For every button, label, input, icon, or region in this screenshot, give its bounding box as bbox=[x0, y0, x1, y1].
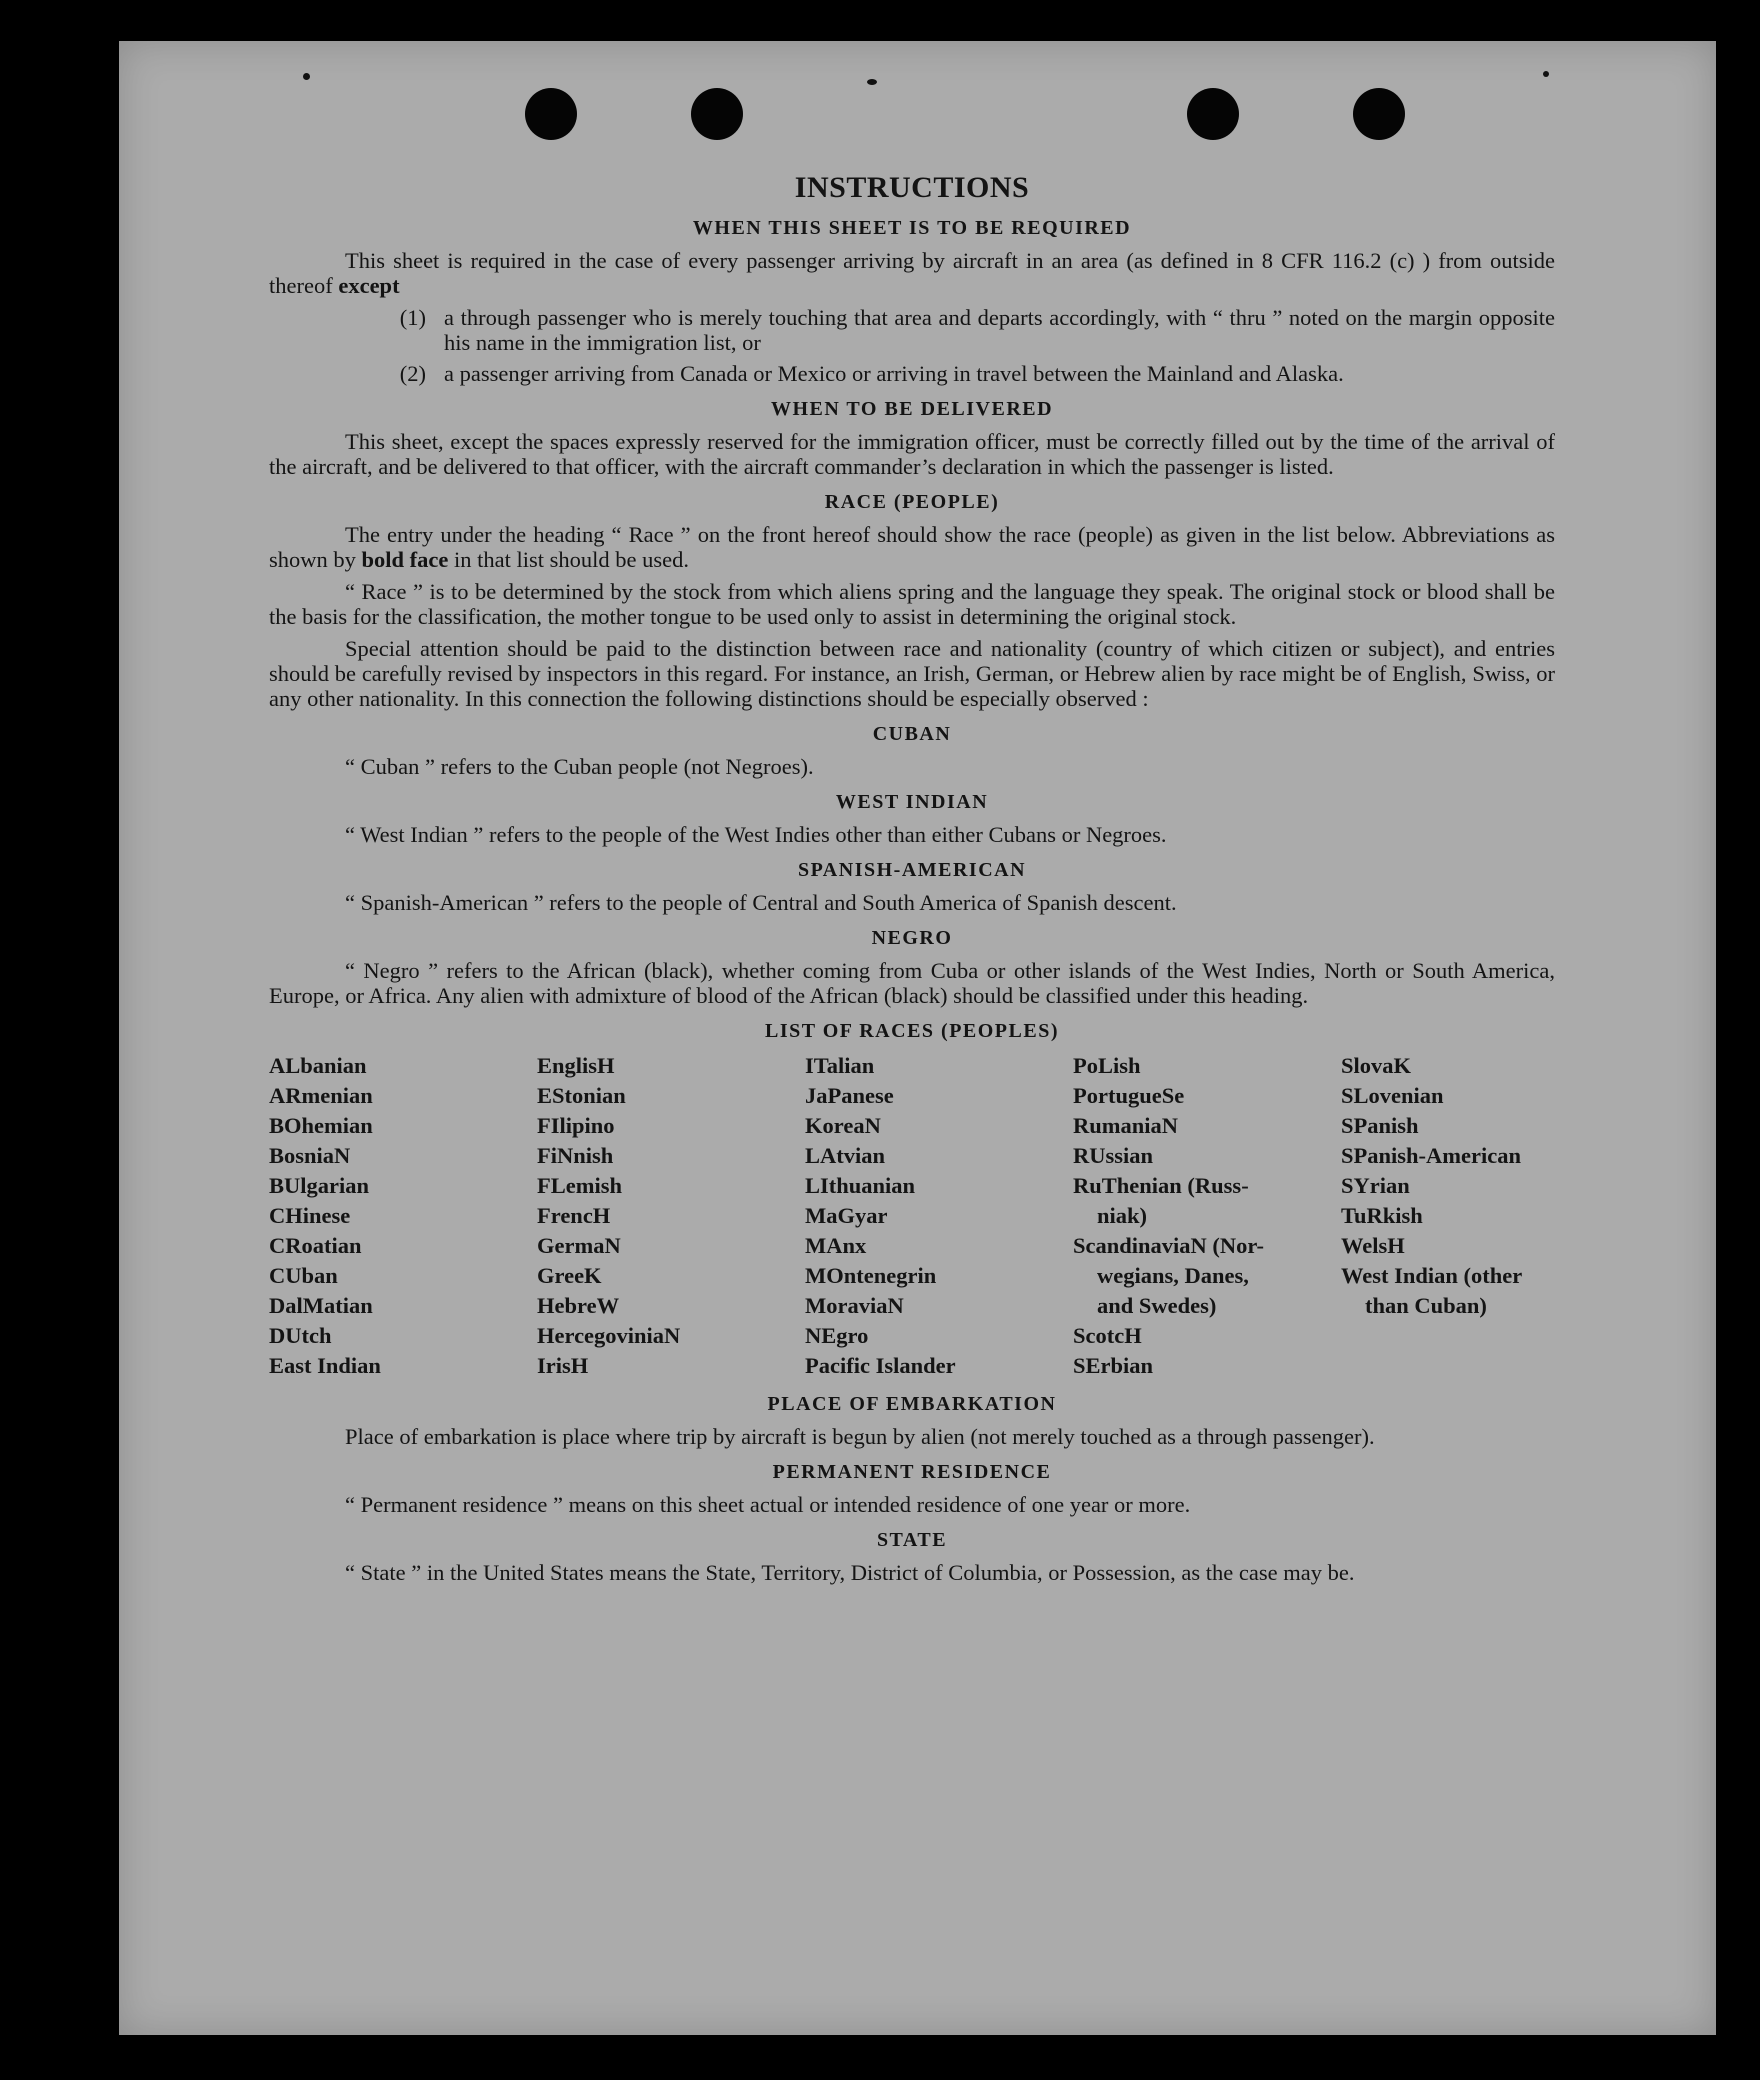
race-p1-text: The entry under the heading “ Race ” on the front hereof should show the race (people) as given in the list below. Abbreviations as shown by bbox=[269, 522, 1555, 572]
race-entry: EStonian bbox=[537, 1083, 626, 1108]
punch-hole bbox=[1353, 88, 1405, 140]
race-entry: HercegoviniaN bbox=[537, 1323, 681, 1348]
race-paragraph-1 bbox=[269, 522, 1555, 572]
race-entry: FiNnish bbox=[537, 1143, 614, 1168]
race-entry: KoreaN bbox=[805, 1113, 881, 1138]
race-column bbox=[269, 1051, 537, 1381]
race-entry: GreeK bbox=[537, 1263, 602, 1288]
negro-text: “ Negro ” refers to the African (black), whether coming from Cuba or other islands of the West Indies, North or South America, Europe, or Africa. Any alien with admixture of blood of the African (black) should be classified under this heading. bbox=[269, 958, 1555, 1008]
section-heading-race-list: LIST OF RACES (PEOPLES) bbox=[764, 1020, 1059, 1042]
section-heading-state: STATE bbox=[876, 1529, 948, 1551]
race-paragraph-3: Special attention should be paid to the distinction between race and nationality (country of which citizen or subject), and entries should be carefully revised by inspectors in this regard. For instance, an Irish, German, or Hebrew alien by race might be of English, Swiss, or any other nationality. In this connection the following distinctions should be especially observed : bbox=[269, 636, 1555, 711]
race-entry: BOhemian bbox=[269, 1113, 373, 1138]
required-intro-text: This sheet is required in the case of every passenger arriving by aircraft in an area (as defined in 8 CFR 116.2 (c) ) from outside thereof bbox=[269, 248, 1555, 298]
race-entry: ScotcH bbox=[1073, 1323, 1142, 1348]
race-entry: MaGyar bbox=[805, 1203, 888, 1228]
race-entry: WelsH bbox=[1341, 1233, 1405, 1258]
paper-speck bbox=[303, 73, 310, 80]
paper-speck bbox=[1543, 71, 1549, 77]
race-entry-continued: than Cuban) bbox=[1365, 1293, 1487, 1318]
race-column bbox=[805, 1051, 1073, 1381]
section-heading-spanish-american: SPANISH-AMERICAN bbox=[797, 859, 1027, 881]
paper-speck bbox=[867, 79, 877, 85]
race-entry: HebreW bbox=[537, 1293, 620, 1318]
race-p1-bold: bold face bbox=[361, 547, 449, 572]
race-column bbox=[537, 1051, 805, 1381]
race-entry: BosniaN bbox=[269, 1143, 351, 1168]
race-entry: TuRkish bbox=[1341, 1203, 1423, 1228]
race-entry: MAnx bbox=[805, 1233, 867, 1258]
race-entry: CRoatian bbox=[269, 1233, 362, 1258]
section-heading-embarkation: PLACE OF EMBARKATION bbox=[767, 1393, 1057, 1415]
race-entry: FIlipino bbox=[537, 1113, 615, 1138]
west-indian-text: “ West Indian ” refers to the people of the West Indies other than either Cubans or Negroes. bbox=[345, 822, 1167, 847]
delivered-text: This sheet, except the spaces expressly reserved for the immigration officer, must be correctly filled out by the time of the arrival of the aircraft, and be delivered to that officer, with the aircraft commander’s declaration in which the passenger is listed. bbox=[269, 429, 1555, 479]
item-number: (1) bbox=[399, 305, 426, 330]
required-item bbox=[269, 305, 1555, 355]
section-heading-race: RACE (PEOPLE) bbox=[824, 491, 1000, 513]
section-heading-residence: PERMANENT RESIDENCE bbox=[772, 1461, 1052, 1483]
race-entry: SPanish-American bbox=[1341, 1143, 1521, 1168]
section-heading-cuban: CUBAN bbox=[872, 723, 952, 745]
race-entry: LIthuanian bbox=[805, 1173, 916, 1198]
race-paragraph-2: “ Race ” is to be determined by the stock from which aliens spring and the language they speak. The original stock or blood shall be the basis for the classification, the mother tongue to be used only to assist in determining the original stock. bbox=[269, 579, 1555, 629]
section-heading-west-indian: WEST INDIAN bbox=[835, 791, 989, 813]
embarkation-text: Place of embarkation is place where trip by aircraft is begun by alien (not merely touched as a through passenger). bbox=[345, 1424, 1375, 1449]
required-item bbox=[269, 361, 1555, 386]
item-text: a through passenger who is merely touching that area and departs accordingly, with “ thru ” noted on the margin opposite his name in the immigration list, or bbox=[444, 305, 1555, 355]
punch-hole bbox=[525, 88, 577, 140]
race-entry: MoraviaN bbox=[805, 1293, 904, 1318]
race-entry: CHinese bbox=[269, 1203, 351, 1228]
race-entry-continued: wegians, Danes, bbox=[1097, 1263, 1249, 1288]
race-entry: ITalian bbox=[805, 1053, 875, 1078]
document-sheet bbox=[119, 41, 1716, 2035]
race-list bbox=[269, 1051, 1555, 1381]
punch-hole bbox=[691, 88, 743, 140]
race-entry-continued: and Swedes) bbox=[1097, 1293, 1217, 1318]
item-number: (2) bbox=[399, 361, 426, 386]
race-entry: DalMatian bbox=[269, 1293, 373, 1318]
race-entry: GermaN bbox=[537, 1233, 621, 1258]
race-entry: CUban bbox=[269, 1263, 338, 1288]
race-p1-text-end: in that list should be used. bbox=[454, 547, 690, 572]
cuban-text: “ Cuban ” refers to the Cuban people (not Negroes). bbox=[345, 754, 814, 779]
required-intro bbox=[269, 248, 1555, 298]
race-entry: NEgro bbox=[805, 1323, 869, 1348]
race-entry: IrisH bbox=[537, 1353, 589, 1378]
race-column bbox=[1341, 1051, 1609, 1381]
residence-text: “ Permanent residence ” means on this sheet actual or intended residence of one year or more. bbox=[345, 1492, 1191, 1517]
race-entry: DUtch bbox=[269, 1323, 332, 1348]
race-entry: FLemish bbox=[537, 1173, 623, 1198]
race-entry: SYrian bbox=[1341, 1173, 1410, 1198]
race-entry: ALbanian bbox=[269, 1053, 367, 1078]
instructions-content bbox=[269, 171, 1555, 1592]
page-title: INSTRUCTIONS bbox=[794, 171, 1030, 204]
race-entry: RuThenian (Russ- bbox=[1073, 1173, 1249, 1198]
race-column bbox=[1073, 1051, 1341, 1381]
race-entry: Pacific Islander bbox=[805, 1353, 956, 1378]
race-entry: MOntenegrin bbox=[805, 1263, 937, 1288]
section-heading-negro: NEGRO bbox=[871, 927, 953, 949]
race-entry: SPanish bbox=[1341, 1113, 1419, 1138]
race-entry: RumaniaN bbox=[1073, 1113, 1179, 1138]
race-entry: SLovenian bbox=[1341, 1083, 1444, 1108]
race-entry: ScandinaviaN (Nor- bbox=[1073, 1233, 1265, 1258]
race-entry: ARmenian bbox=[269, 1083, 373, 1108]
race-entry: East Indian bbox=[269, 1353, 381, 1378]
race-entry-continued: niak) bbox=[1097, 1203, 1148, 1228]
race-entry: SlovaK bbox=[1341, 1053, 1412, 1078]
race-entry: West Indian (other bbox=[1341, 1263, 1523, 1288]
section-heading-required: WHEN THIS SHEET IS TO BE REQUIRED bbox=[692, 217, 1132, 239]
race-entry: PortugueSe bbox=[1073, 1083, 1185, 1108]
race-entry: RUssian bbox=[1073, 1143, 1154, 1168]
punch-hole bbox=[1187, 88, 1239, 140]
race-entry: BUlgarian bbox=[269, 1173, 370, 1198]
item-text: a passenger arriving from Canada or Mexico or arriving in travel between the Mainland and Alaska. bbox=[444, 361, 1344, 386]
race-entry: EnglisH bbox=[537, 1053, 615, 1078]
race-entry: FrencH bbox=[537, 1203, 611, 1228]
race-entry: LAtvian bbox=[805, 1143, 886, 1168]
race-entry: JaPanese bbox=[805, 1083, 894, 1108]
state-text: “ State ” in the United States means the State, Territory, District of Columbia, or Possession, as the case may be. bbox=[345, 1560, 1355, 1585]
spanish-american-text: “ Spanish-American ” refers to the people of Central and South America of Spanish descent. bbox=[345, 890, 1177, 915]
race-entry: PoLish bbox=[1073, 1053, 1141, 1078]
section-heading-delivered: WHEN TO BE DELIVERED bbox=[770, 398, 1054, 420]
required-intro-bold: except bbox=[338, 273, 400, 298]
race-entry: SErbian bbox=[1073, 1353, 1154, 1378]
